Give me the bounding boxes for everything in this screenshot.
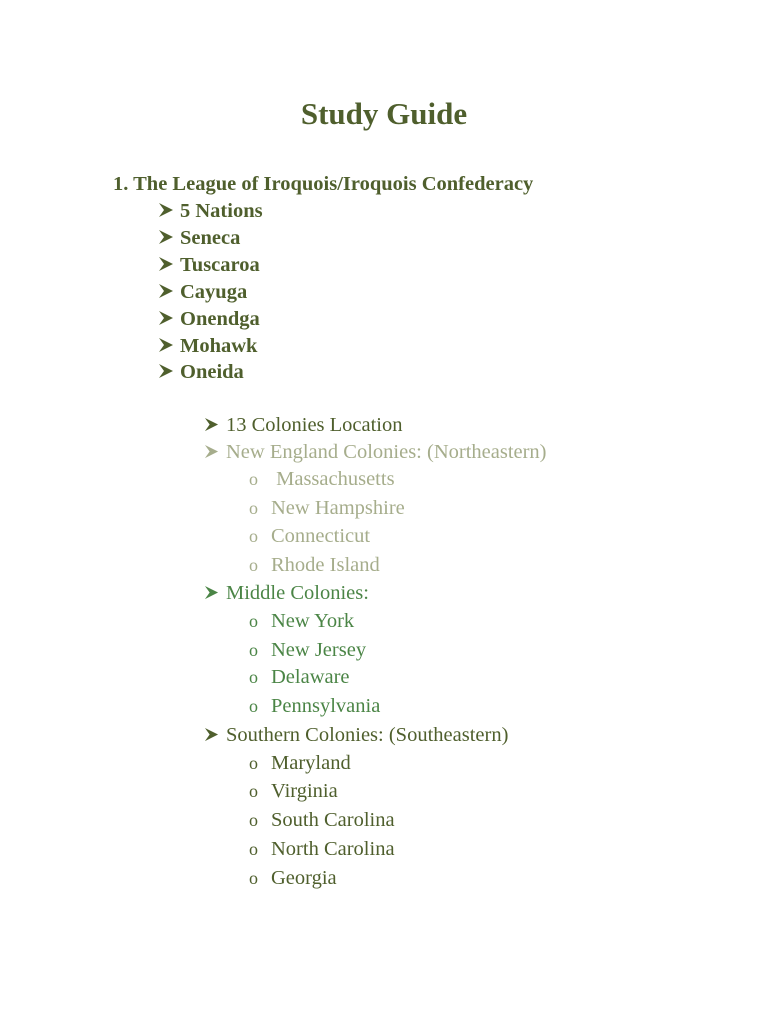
colony-group-label: Southern Colonies: (Southeastern) (226, 724, 509, 746)
list-item (158, 333, 257, 359)
arrow-bullet-icon (204, 412, 226, 438)
circle-bullet: o (249, 696, 258, 716)
circle-bullet: o (249, 839, 258, 859)
circle-bullet: o (249, 469, 258, 489)
colonies-location-label: 13 Colonies Location (226, 414, 403, 436)
colony-group-heading (204, 439, 547, 465)
circle-bullet: o (249, 868, 258, 888)
arrow-bullet-icon (158, 306, 180, 332)
circle-bullet: o (249, 781, 258, 801)
arrow-bullet-icon (204, 439, 226, 465)
colony-name: Maryland (271, 752, 351, 774)
colony-name: Virginia (271, 780, 338, 802)
colonies-location-item (204, 412, 403, 438)
colony-group-label: New England Colonies: (Northeastern) (226, 441, 547, 463)
colony-item (249, 836, 395, 862)
colony-item (249, 608, 354, 634)
colony-item (249, 693, 380, 719)
colony-group-label: Middle Colonies: (226, 582, 369, 604)
list-item-label: Oneida (180, 361, 244, 383)
colony-name: Pennsylvania (271, 695, 381, 717)
colony-name: New York (271, 610, 355, 632)
list-item (158, 252, 260, 278)
colony-name: Massachusetts (271, 468, 395, 490)
list-item (158, 359, 244, 385)
list-item-label: Tuscaroa (180, 254, 260, 276)
page-title: Study Guide (300, 96, 468, 131)
arrow-bullet-icon (158, 333, 180, 359)
list-item (158, 306, 260, 332)
colony-item (249, 807, 395, 833)
list-item (158, 279, 247, 305)
list-item-label: Seneca (180, 227, 241, 249)
colony-item (249, 552, 380, 578)
circle-bullet: o (249, 498, 258, 518)
arrow-bullet-icon (158, 252, 180, 278)
colony-name: South Carolina (271, 809, 395, 831)
circle-bullet: o (249, 555, 258, 575)
list-item-label: 5 Nations (180, 200, 263, 222)
list-item-label: Mohawk (180, 335, 258, 357)
colony-group-heading (204, 580, 369, 606)
circle-bullet: o (249, 667, 258, 687)
colony-item (249, 466, 395, 492)
colony-name: Connecticut (271, 525, 371, 547)
colony-item (249, 865, 337, 891)
arrow-bullet-icon (158, 225, 180, 251)
colony-name: Rhode Island (271, 554, 380, 576)
list-item (158, 225, 240, 251)
circle-bullet: o (249, 640, 258, 660)
colony-item (249, 523, 370, 549)
arrow-bullet-icon (158, 198, 180, 224)
circle-bullet: o (249, 753, 258, 773)
colony-name: Georgia (271, 867, 337, 889)
list-item-label: Cayuga (180, 281, 248, 303)
colony-item (249, 637, 366, 663)
colony-name: North Carolina (271, 838, 395, 860)
colony-item (249, 750, 351, 776)
colony-group-heading (204, 722, 508, 748)
circle-bullet: o (249, 810, 258, 830)
colony-name: Delaware (271, 666, 350, 688)
arrow-bullet-icon (158, 359, 180, 385)
arrow-bullet-icon (204, 722, 226, 748)
list-item-label: Onendga (180, 308, 260, 330)
list-item (158, 198, 263, 224)
colony-item (249, 664, 350, 690)
circle-bullet: o (249, 611, 258, 631)
colony-item (249, 495, 405, 521)
colony-name: New Jersey (271, 639, 367, 661)
arrow-bullet-icon (158, 279, 180, 305)
colony-item (249, 778, 338, 804)
section-heading: 1. The League of Iroquois/Iroquois Confederacy (113, 173, 534, 195)
arrow-bullet-icon (204, 580, 226, 606)
colony-name: New Hampshire (271, 497, 405, 519)
circle-bullet: o (249, 526, 258, 546)
